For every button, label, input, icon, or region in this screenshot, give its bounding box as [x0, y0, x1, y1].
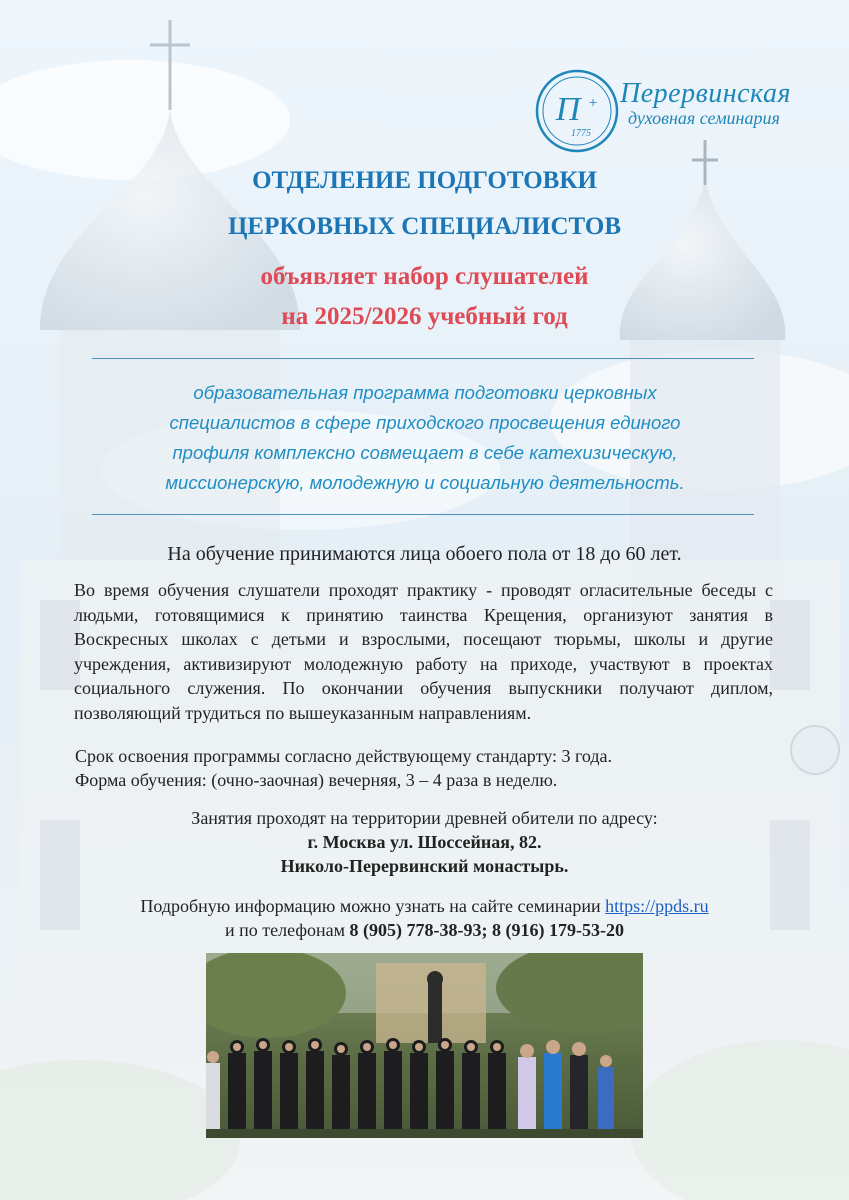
info-text: Подробную информацию можно узнать на сайте семинарии — [140, 896, 601, 916]
phones-prefix: и по телефонам — [225, 920, 346, 940]
seminary-logo-emblem — [534, 68, 620, 154]
study-form: Форма обучения: (очно-заочная) вечерняя, 3 – 4 раза в неделю. — [75, 770, 558, 790]
admission-requirements: На обучение принимаются лица обоего пола от 18 до 60 лет. — [167, 543, 682, 565]
program-line-3: профиля комплексно совмещает в себе катехизическую, — [172, 442, 678, 463]
program-description — [80, 378, 770, 498]
group-photo — [206, 953, 643, 1138]
announcement-line-1: объявляет набор слушателей — [260, 263, 589, 290]
phone-numbers: 8 (905) 778-38-93; 8 (916) 179-53-20 — [349, 920, 624, 940]
announcement-line-2: на 2025/2026 учебный год — [281, 303, 568, 330]
seminary-logo-text — [620, 78, 820, 129]
program-line-1: образовательная программа подготовки церковных — [193, 382, 657, 403]
seminary-type: духовная семинария — [628, 108, 780, 128]
practice-paragraph: Во время обучения слушатели проходят практику - проводят огласительные беседы с людьми, готовящимися к принятию таинства Крещения, организуют занятия в Воскресных школах с детьми и взрослыми, посещают тюрьмы, школы и другие учреждения, активизируют молодежную работу на приходе, участвуют в проектах социального служения. По окончании обучения выпускники получают диплом, позволяющий трудиться по вышеуказанным направлениям. — [74, 580, 773, 723]
program-duration: Срок освоения программы согласно действующему стандарту: 3 года. — [75, 746, 613, 766]
heading-line-2: ЦЕРКОВНЫХ СПЕЦИАЛИСТОВ — [227, 213, 622, 240]
info-line — [0, 896, 849, 917]
heading-line-1: ОТДЕЛЕНИЕ ПОДГОТОВКИ — [252, 167, 597, 194]
seminary-name: Перервинская — [620, 78, 791, 109]
divider-top — [92, 358, 754, 359]
program-line-2: специалистов в сфере приходского просвещения единого — [169, 412, 681, 433]
location-monastery: Николо-Перервинский монастырь. — [280, 856, 569, 876]
divider-bottom — [92, 514, 754, 515]
location-intro: Занятия проходят на территории древней обители по адресу: — [191, 808, 658, 828]
svg-text:П: П — [555, 91, 581, 128]
website-link[interactable]: https://ppds.ru — [605, 896, 709, 916]
program-line-4: миссионерскую, молодежную и социальную деятельность. — [165, 472, 685, 493]
phones-line — [0, 920, 849, 941]
location-address: г. Москва ул. Шоссейная, 82. — [307, 832, 542, 852]
svg-text:+: + — [588, 95, 598, 112]
svg-text:1775: 1775 — [571, 128, 591, 139]
